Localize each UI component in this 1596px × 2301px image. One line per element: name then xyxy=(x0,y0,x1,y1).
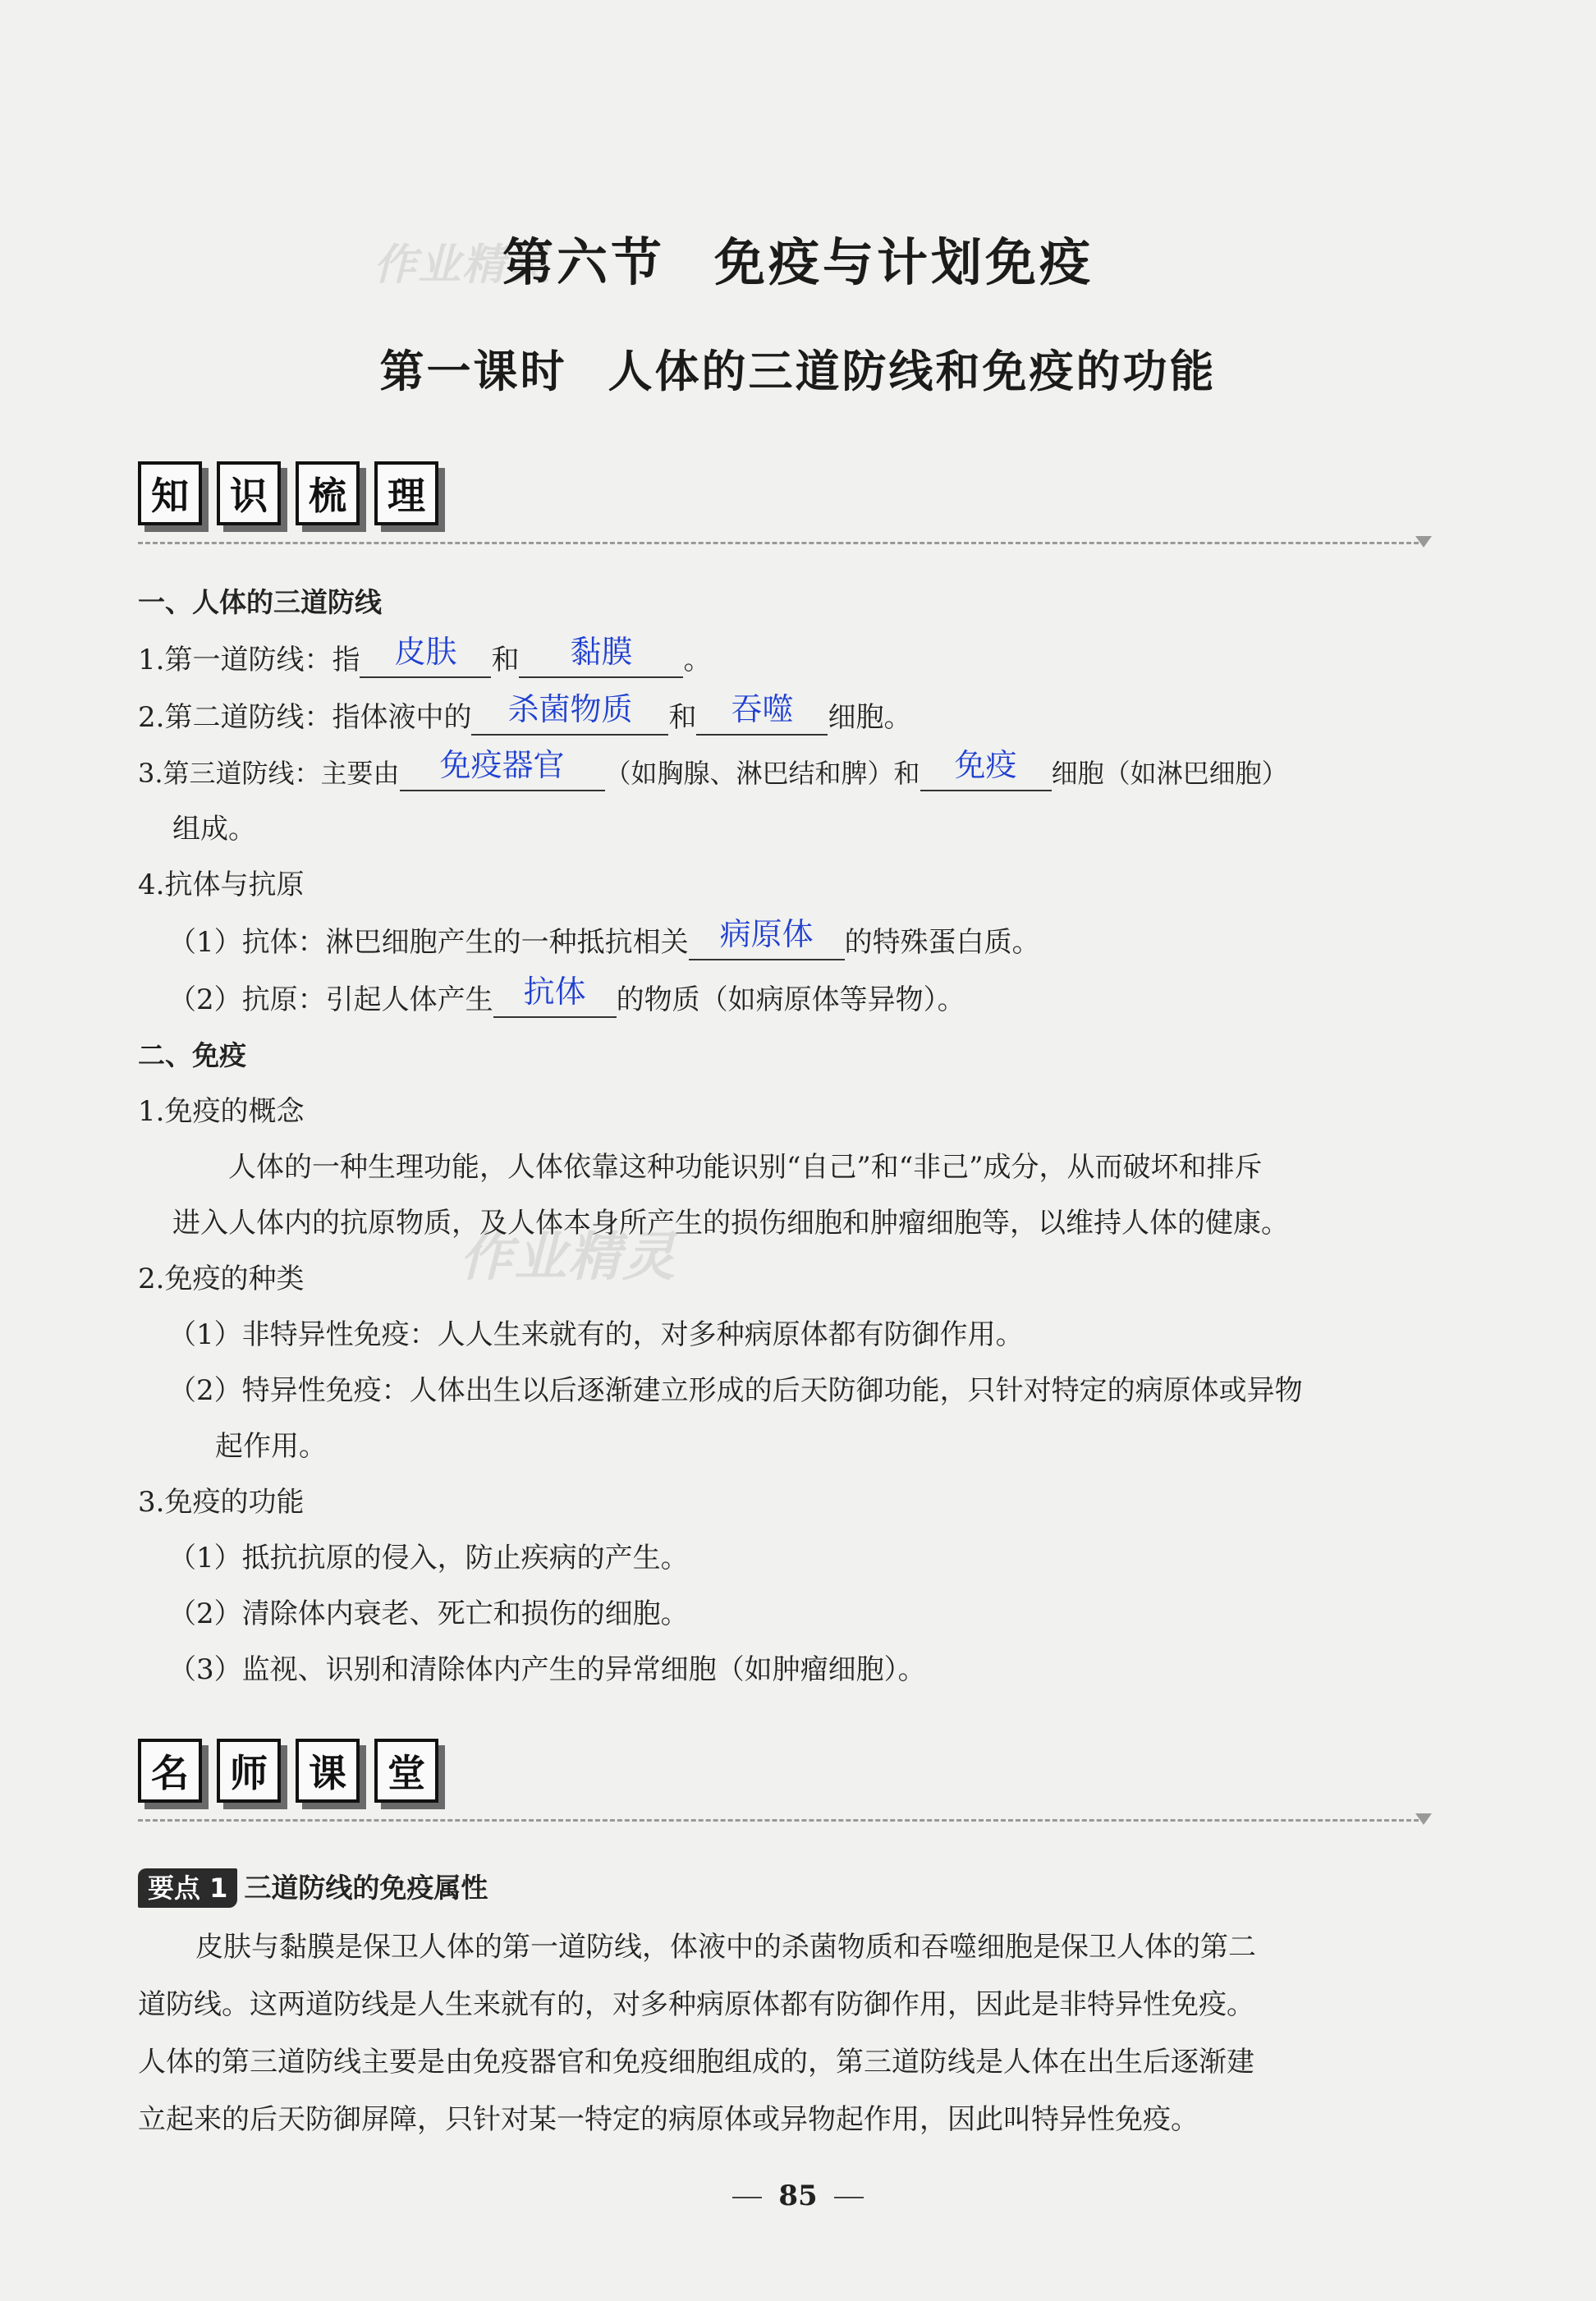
answer-text: 吞噬 xyxy=(731,691,794,727)
section-char: 名 xyxy=(138,1739,202,1803)
item1-conj: 和 xyxy=(491,644,520,676)
keypoint-line: 人体的第三道防线主要是由免疫器官和免疫细胞组成的，第三道防线是人体在出生后逐渐建 xyxy=(138,2046,1254,2079)
answer-blank xyxy=(696,691,828,736)
type-2-continuation: 起作用。 xyxy=(215,1430,327,1463)
page-number-text: 85 xyxy=(778,2180,818,2212)
lesson-title xyxy=(0,337,1596,400)
function-3: （3）监视、识别和清除体内产生的异常细胞（如肿瘤细胞）。 xyxy=(168,1653,926,1686)
item1-end: 。 xyxy=(683,644,712,676)
section-header-teacher xyxy=(138,1739,438,1803)
item3-line xyxy=(138,747,1288,791)
chapter-title xyxy=(0,222,1596,295)
item1-line xyxy=(138,634,712,678)
section-char: 师 xyxy=(217,1739,281,1803)
item2-conj: 和 xyxy=(668,701,697,734)
item2-end: 细胞。 xyxy=(828,701,912,734)
watermark-top: 作业精灵 xyxy=(374,241,552,290)
keypoint-tag: 要点 1 xyxy=(138,1868,237,1908)
item3-continuation: 组成。 xyxy=(172,813,256,846)
type-2: （2）特异性免疫：人体出生以后逐渐建立形成的后天防御功能，只针对特定的病原体或异物 xyxy=(168,1374,1303,1407)
part1-heading: 一、人体的三道防线 xyxy=(138,586,382,618)
concept-paragraph-2: 进入人体内的抗原物质，及人体本身所产生的损伤细胞和肿瘤细胞等，以维持人体的健康。 xyxy=(172,1207,1289,1240)
item2-line xyxy=(138,691,912,736)
page-number xyxy=(0,2180,1596,2212)
keypoint-line: 立起来的后天防御屏障，只针对某一特定的病原体或异物起作用，因此叫特异性免疫。 xyxy=(138,2103,1199,2136)
section-divider xyxy=(138,542,1419,544)
answer-text: 抗体 xyxy=(523,974,586,1010)
sub2-end: 的物质（如病原体等异物）。 xyxy=(616,983,965,1016)
item3-end: 细胞（如淋巴细胞） xyxy=(1051,758,1288,789)
answer-text: 杀菌物质 xyxy=(507,691,633,727)
answer-text: 黏膜 xyxy=(570,634,633,670)
lesson-name: 人体的三道防线和免疫的功能 xyxy=(608,346,1217,397)
types-heading: 2.免疫的种类 xyxy=(138,1263,305,1295)
function-2: （2）清除体内衰老、死亡和损伤的细胞。 xyxy=(168,1597,689,1630)
answer-blank xyxy=(920,747,1052,791)
section-header-knowledge xyxy=(138,461,438,525)
answer-blank xyxy=(689,916,845,960)
keypoint-line: 皮肤与黏膜是保卫人体的第一道防线，体液中的杀菌物质和吞噬细胞是保卫人体的第二 xyxy=(195,1931,1256,1964)
item4-sub1 xyxy=(168,916,1040,960)
lesson-number: 第一课时 xyxy=(379,346,567,397)
answer-text: 病原体 xyxy=(719,916,814,952)
answer-blank xyxy=(471,691,668,736)
chapter-name: 免疫与计划免疫 xyxy=(714,232,1094,292)
answer-blank xyxy=(519,634,683,678)
answer-text: 免疫器官 xyxy=(439,747,565,783)
concept-heading: 1.免疫的概念 xyxy=(138,1095,305,1128)
item3-text: 3.第三道防线：主要由 xyxy=(138,758,400,789)
part2-heading: 二、免疫 xyxy=(138,1039,246,1071)
answer-blank xyxy=(360,634,491,678)
function-1: （1）抵抗抗原的侵入，防止疾病的产生。 xyxy=(168,1542,689,1574)
keypoint-title: 三道防线的免疫属性 xyxy=(244,1872,488,1904)
item3-mid: （如胸腺、淋巴结和脾）和 xyxy=(604,758,920,789)
answer-text: 免疫 xyxy=(954,747,1017,783)
chapter-number: 第六节 xyxy=(502,232,665,292)
item2-text: 2.第二道防线：指体液中的 xyxy=(138,701,472,734)
sub2-text: （2）抗原：引起人体产生 xyxy=(168,983,493,1016)
item1-text: 1.第一道防线：指 xyxy=(138,644,360,676)
item4-sub2 xyxy=(168,974,965,1018)
section-char: 理 xyxy=(374,461,438,525)
concept-paragraph-1: 人体的一种生理功能，人体依靠这种功能识别“自己”和“非己”成分，从而破坏和排斥 xyxy=(228,1151,1263,1184)
section-char: 知 xyxy=(138,461,202,525)
type-1: （1）非特异性免疫：人人生来就有的，对多种病原体都有防御作用。 xyxy=(168,1318,1024,1351)
section-divider xyxy=(138,1819,1419,1822)
section-char: 梳 xyxy=(296,461,360,525)
functions-heading: 3.免疫的功能 xyxy=(138,1486,305,1519)
sub1-text: （1）抗体：淋巴细胞产生的一种抵抗相关 xyxy=(168,926,689,959)
sub1-end: 的特殊蛋白质。 xyxy=(844,926,1040,959)
answer-text: 皮肤 xyxy=(394,634,457,670)
keypoint-line: 道防线。这两道防线是人生来就有的，对多种病原体都有防御作用，因此是非特异性免疫。 xyxy=(138,1988,1254,2021)
answer-blank xyxy=(400,747,605,791)
section-char: 堂 xyxy=(374,1739,438,1803)
keypoint-heading xyxy=(138,1868,488,1908)
watermark-middle: 作业精灵 xyxy=(460,1227,676,1288)
item4-heading: 4.抗体与抗原 xyxy=(138,869,305,901)
section-char: 识 xyxy=(217,461,281,525)
answer-blank xyxy=(493,974,617,1018)
section-char: 课 xyxy=(296,1739,360,1803)
